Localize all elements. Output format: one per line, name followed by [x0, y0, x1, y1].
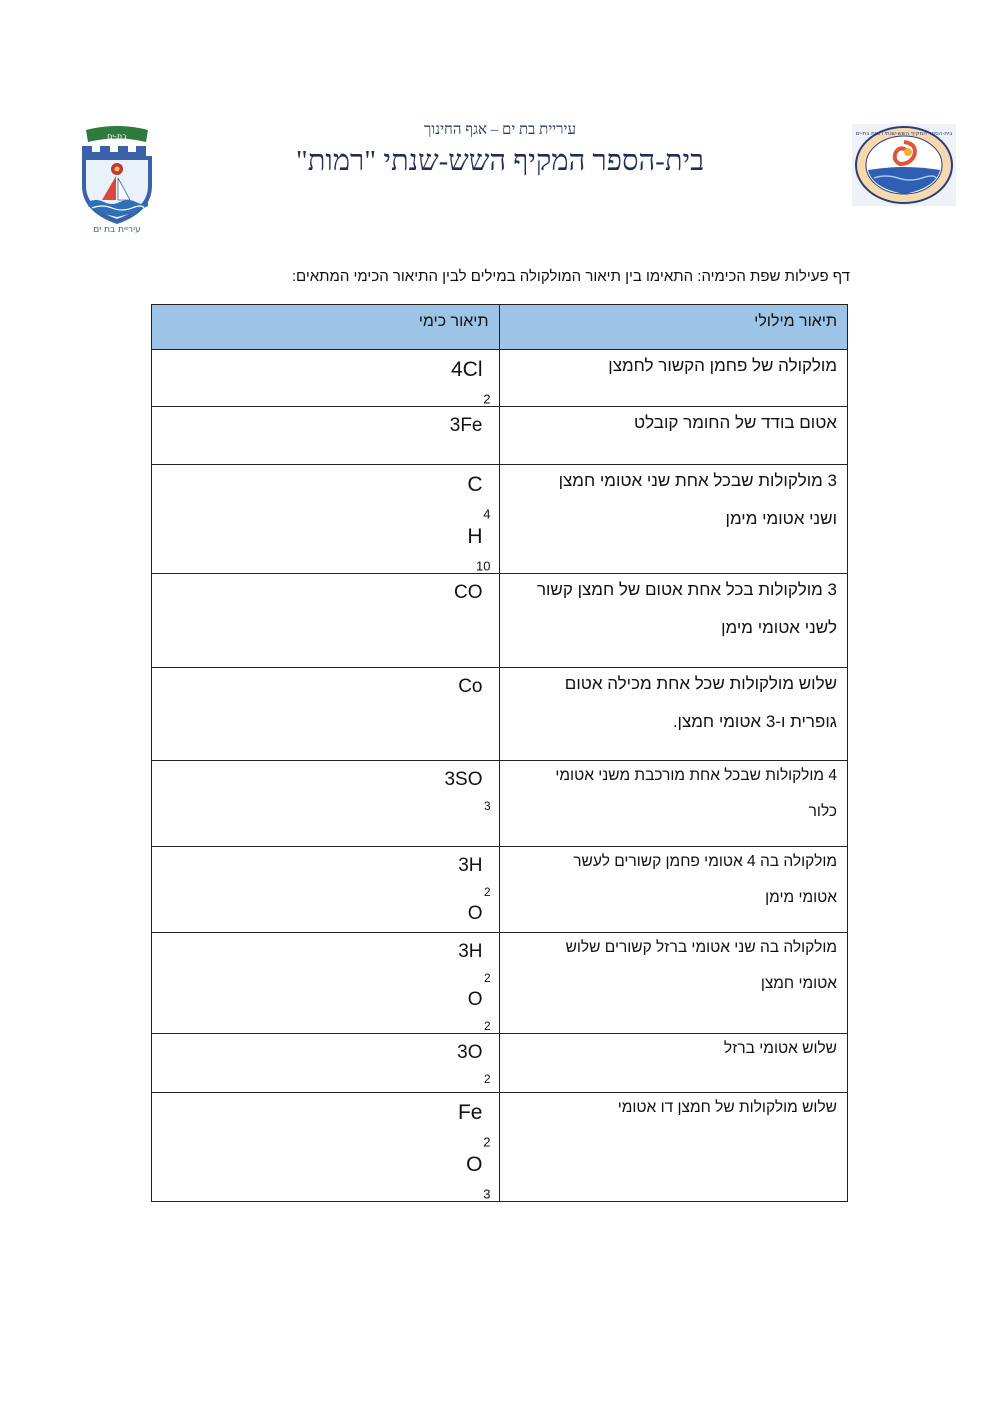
table-row: [152, 1093, 848, 1202]
verbal-description-line: שלוש מולקולות שכל אחת מכילה אטום: [564, 674, 837, 693]
table-row: [152, 407, 848, 465]
verbal-description-cell: [499, 847, 848, 933]
formula-subscript: 2: [483, 1072, 491, 1086]
table-row: [152, 350, 848, 407]
verbal-description-line: מולקולה בה שני אטומי ברזל קשורים שלוש: [565, 939, 837, 956]
table-row: [152, 668, 848, 761]
ramot-school-emblem-icon: [852, 124, 956, 206]
table-row: [152, 933, 848, 1034]
verbal-description-line: מולקולה של פחמן הקשור לחמצן: [608, 356, 837, 375]
instructions-text: דף פעילות שפת הכימיה: התאימו בין תיאור המולקולה במילים לבין התיאור הכימי המתאים:: [291, 268, 850, 285]
chemical-formula-cell: [152, 1093, 500, 1202]
chemical-formula-cell: [152, 465, 500, 574]
formula-part: O: [467, 989, 483, 1010]
formula-subscript: 10: [476, 558, 491, 574]
verbal-description-cell: [499, 933, 848, 1034]
verbal-description-line: מולקולה בה 4 אטומי פחמן קשורים לעשר: [573, 853, 837, 870]
verbal-description-line: כלור: [808, 803, 837, 820]
verbal-description-cell: [499, 465, 848, 574]
formula-subscript: 3: [483, 1186, 491, 1202]
chemical-formula-cell: [152, 350, 500, 407]
formula-part: O: [466, 1153, 483, 1176]
chemical-formula-cell: [152, 574, 500, 668]
formula-subscript: 2: [483, 391, 491, 407]
chemical-formula: [152, 407, 499, 437]
chemical-formula: [152, 1093, 499, 1201]
chemical-formula: [152, 933, 499, 1033]
verbal-description-line: אטומי חמצן: [760, 975, 837, 992]
formula-part: CO: [454, 582, 483, 603]
chemical-formula: [152, 761, 499, 813]
chemical-formula: [152, 847, 499, 925]
table-row: [152, 761, 848, 847]
table-header-row: [152, 305, 848, 350]
verbal-description-line: גופרית ו-3 אטומי חמצן.: [672, 712, 837, 731]
formula-part: 3Fe: [449, 415, 483, 436]
chemical-formula: [152, 1034, 499, 1086]
matching-table: [151, 304, 848, 1202]
chemical-formula-cell: [152, 668, 500, 761]
verbal-description-line: 3 מולקולות בכל אחת אטום של חמצן קשור: [536, 580, 837, 599]
emblem-banner-text: בת-ים: [107, 132, 127, 141]
formula-subscript: 3: [483, 799, 491, 813]
verbal-description-cell: [499, 668, 848, 761]
table-row: [152, 574, 848, 668]
table-row: [152, 847, 848, 933]
chemical-formula: [152, 350, 499, 406]
bat-yam-emblem-icon: [72, 124, 162, 234]
verbal-description-line: אטומי מימן: [765, 889, 837, 906]
formula-part: Co: [458, 676, 483, 697]
table-row: [152, 1034, 848, 1093]
verbal-description-line: 4 מולקולות שבכל אחת מורכבת משני אטומי: [555, 767, 837, 784]
header-chemical-description: תיאור כימי: [152, 305, 500, 350]
verbal-description-line: שלוש מולקולות של חמצן דו אטומי: [617, 1099, 837, 1116]
verbal-description-line: אטום בודד של החומר קובלט: [634, 413, 837, 432]
formula-part: 4Cl: [450, 358, 483, 381]
chemical-formula-cell: [152, 1034, 500, 1093]
formula-subscript: 2: [483, 1134, 491, 1150]
formula-part: C: [467, 473, 483, 496]
header-verbal-description: תיאור מילולי: [499, 305, 848, 350]
formula-subscript: 4: [483, 506, 491, 522]
formula-subscript: 2: [483, 971, 491, 985]
chemical-formula: [152, 465, 499, 573]
chemical-formula-cell: [152, 407, 500, 465]
chemical-formula: [152, 668, 499, 698]
verbal-description-cell: [499, 761, 848, 847]
chemical-formula-cell: [152, 847, 500, 933]
municipality-line: עיריית בת ים – אגף החינוך: [424, 122, 576, 138]
verbal-description-cell: [499, 1093, 848, 1202]
verbal-description-line: לשני אטומי מימן: [721, 618, 837, 637]
chemical-formula-cell: [152, 761, 500, 847]
verbal-description-cell: [499, 407, 848, 465]
emblem-caption: עיריית בת ים: [93, 225, 141, 234]
verbal-description-line: 3 מולקולות שבכל אחת שני אטומי חמצן: [558, 471, 837, 490]
formula-part: 3O: [457, 1042, 483, 1063]
verbal-description-line: ושני אטומי מימן: [725, 509, 837, 528]
formula-part: 3H: [458, 855, 483, 876]
formula-subscript: 2: [483, 1019, 491, 1033]
formula-part: 3H: [458, 941, 483, 962]
chemical-formula: [152, 574, 499, 604]
formula-part: O: [467, 903, 483, 924]
verbal-description-cell: [499, 350, 848, 407]
formula-part: H: [467, 525, 483, 548]
verbal-description-line: שלוש אטומי ברזל: [723, 1040, 837, 1057]
formula-part: Fe: [457, 1101, 483, 1124]
emblem-ring-text: בית-הספר המקיף השש-שנתי רמות בת-ים: [855, 131, 953, 137]
chemical-formula-cell: [152, 933, 500, 1034]
verbal-description-cell: [499, 574, 848, 668]
school-name: בית-הספר המקיף השש-שנתי "רמות": [295, 145, 705, 177]
formula-subscript: 2: [483, 885, 491, 899]
verbal-description-cell: [499, 1034, 848, 1093]
formula-part: 3SO: [444, 769, 483, 790]
table-row: [152, 465, 848, 574]
